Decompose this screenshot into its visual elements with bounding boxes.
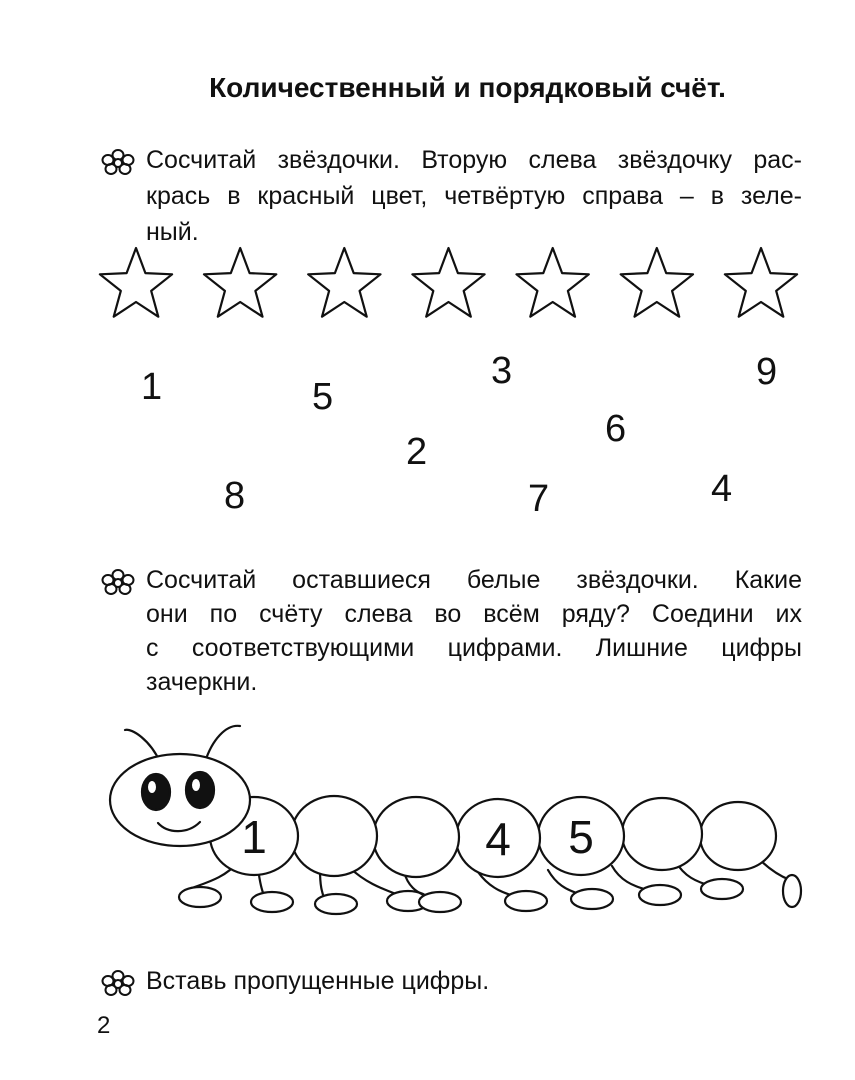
scattered-number: 1 bbox=[141, 366, 163, 408]
caterpillar-segment[interactable] bbox=[700, 802, 776, 870]
caterpillar-segment-number: 1 bbox=[241, 811, 267, 863]
task-3-line-1: Вставь пропущенные цифры. bbox=[146, 967, 490, 995]
page-title: Количественный и порядковый счёт. bbox=[209, 72, 726, 103]
scattered-number: 6 bbox=[605, 408, 627, 450]
scattered-number: 5 bbox=[312, 376, 334, 418]
scattered-number: 9 bbox=[756, 351, 778, 393]
scattered-number: 7 bbox=[528, 478, 550, 520]
task-2-line-2: они по счёту слева во всём ряду? Соедини их bbox=[146, 600, 802, 628]
task-2-line-4: зачеркни. bbox=[146, 668, 258, 696]
scattered-number: 4 bbox=[711, 468, 733, 510]
task-1-line-3: ный. bbox=[146, 218, 199, 246]
task-1-line-2: крась в красный цвет, четвёртую справа – в зеле- bbox=[146, 182, 802, 210]
caterpillar-head bbox=[110, 726, 250, 846]
caterpillar-segment[interactable] bbox=[373, 797, 459, 877]
task-2-line-1: Сосчитай оставшиеся белые звёздочки. Какие bbox=[146, 566, 802, 594]
caterpillar-segment-number: 5 bbox=[568, 811, 594, 863]
scattered-number: 2 bbox=[406, 431, 428, 473]
caterpillar-segment[interactable] bbox=[291, 796, 377, 876]
caterpillar-segment-number: 4 bbox=[485, 813, 511, 865]
caterpillar-segment[interactable] bbox=[622, 798, 702, 870]
task-2-line-3: с соответствующими цифрами. Лишние цифры bbox=[146, 634, 802, 662]
flower-icon bbox=[100, 970, 136, 996]
task-1-line-1: Сосчитай звёздочки. Вторую слева звёздочку рас- bbox=[146, 146, 802, 174]
scattered-number: 3 bbox=[491, 350, 513, 392]
scattered-number: 8 bbox=[224, 475, 246, 517]
page-number: 2 bbox=[97, 1012, 111, 1039]
